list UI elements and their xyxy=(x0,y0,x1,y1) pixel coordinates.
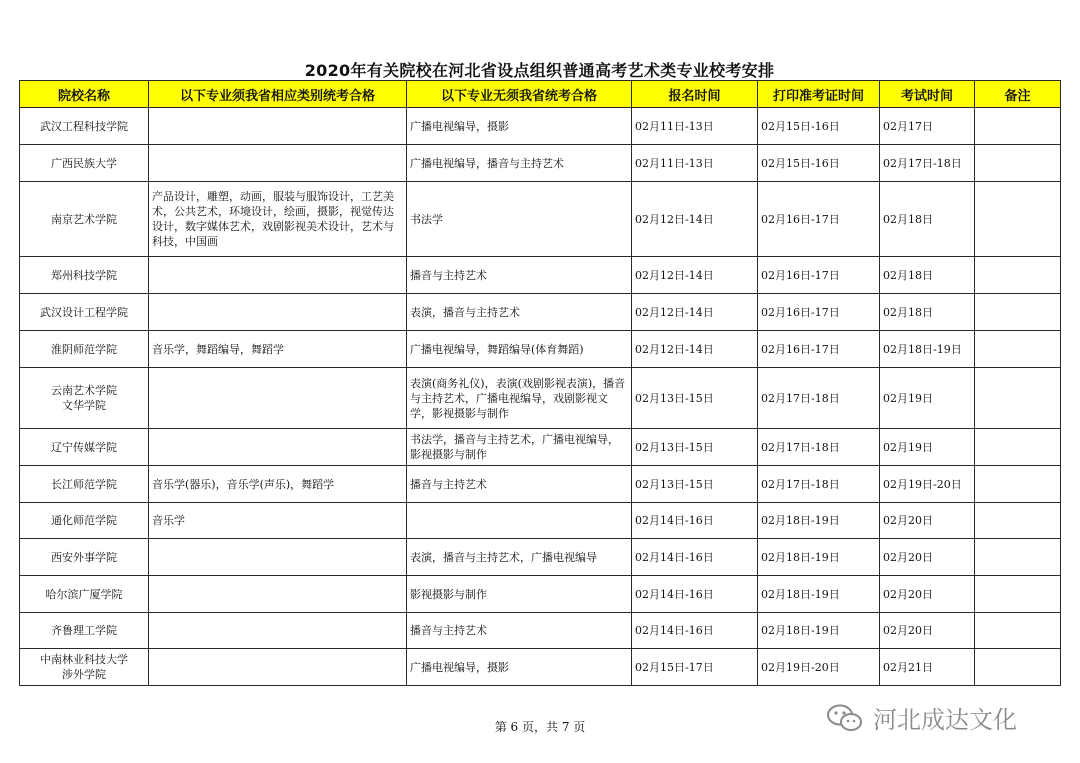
cell-register-time: 02月13日-15日 xyxy=(632,429,758,466)
cell-req-unified xyxy=(149,649,407,686)
cell-school: 齐鲁理工学院 xyxy=(20,613,149,649)
cell-register-time: 02月11日-13日 xyxy=(632,108,758,145)
cell-print-time: 02月16日-17日 xyxy=(758,331,880,368)
table-row xyxy=(20,368,1061,429)
cell-register-time: 02月12日-14日 xyxy=(632,257,758,294)
table-row xyxy=(20,613,1061,649)
cell-no-unified: 广播电视编导，摄影 xyxy=(407,649,632,686)
table-row xyxy=(20,108,1061,145)
cell-no-unified: 书法学，播音与主持艺术，广播电视编导，影视摄影与制作 xyxy=(407,429,632,466)
table-row xyxy=(20,145,1061,182)
table-row xyxy=(20,576,1061,613)
table-body xyxy=(20,108,1061,686)
cell-notes xyxy=(975,145,1061,182)
table-row xyxy=(20,182,1061,257)
cell-school: 哈尔滨广厦学院 xyxy=(20,576,149,613)
cell-exam-time: 02月17日-18日 xyxy=(880,145,975,182)
cell-register-time: 02月12日-14日 xyxy=(632,331,758,368)
cell-register-time: 02月13日-15日 xyxy=(632,466,758,503)
cell-print-time: 02月17日-18日 xyxy=(758,466,880,503)
cell-notes xyxy=(975,331,1061,368)
cell-notes xyxy=(975,182,1061,257)
header-exam-time: 考试时间 xyxy=(880,81,975,108)
page-footer: 第 6 页，共 7 页 xyxy=(494,720,586,734)
header-no-unified: 以下专业无须我省统考合格 xyxy=(407,81,632,108)
header-register-time: 报名时间 xyxy=(632,81,758,108)
cell-notes xyxy=(975,539,1061,576)
cell-print-time: 02月17日-18日 xyxy=(758,368,880,429)
cell-req-unified xyxy=(149,368,407,429)
cell-exam-time: 02月19日 xyxy=(880,429,975,466)
cell-register-time: 02月14日-16日 xyxy=(632,576,758,613)
cell-exam-time: 02月19日 xyxy=(880,368,975,429)
watermark xyxy=(825,700,1017,735)
cell-req-unified: 音乐学(器乐)，音乐学(声乐)，舞蹈学 xyxy=(149,466,407,503)
cell-register-time: 02月15日-17日 xyxy=(632,649,758,686)
header-print-time: 打印准考证时间 xyxy=(758,81,880,108)
cell-exam-time: 02月18日 xyxy=(880,182,975,257)
cell-notes xyxy=(975,466,1061,503)
cell-print-time: 02月16日-17日 xyxy=(758,294,880,331)
cell-exam-time: 02月17日 xyxy=(880,108,975,145)
cell-notes xyxy=(975,429,1061,466)
table-row xyxy=(20,257,1061,294)
cell-req-unified xyxy=(149,613,407,649)
header-notes: 备注 xyxy=(975,81,1061,108)
cell-register-time: 02月12日-14日 xyxy=(632,294,758,331)
cell-register-time: 02月13日-15日 xyxy=(632,368,758,429)
cell-exam-time: 02月19日-20日 xyxy=(880,466,975,503)
cell-school: 南京艺术学院 xyxy=(20,182,149,257)
wechat-icon xyxy=(825,703,865,733)
cell-school: 通化师范学院 xyxy=(20,503,149,539)
cell-school: 云南艺术学院 文华学院 xyxy=(20,368,149,429)
cell-req-unified xyxy=(149,108,407,145)
cell-no-unified: 影视摄影与制作 xyxy=(407,576,632,613)
table-row xyxy=(20,466,1061,503)
cell-print-time: 02月15日-16日 xyxy=(758,108,880,145)
cell-no-unified: 广播电视编导，摄影 xyxy=(407,108,632,145)
cell-req-unified xyxy=(149,145,407,182)
cell-print-time: 02月16日-17日 xyxy=(758,257,880,294)
cell-school: 中南林业科技大学 涉外学院 xyxy=(20,649,149,686)
cell-exam-time: 02月20日 xyxy=(880,503,975,539)
cell-register-time: 02月14日-16日 xyxy=(632,503,758,539)
cell-notes xyxy=(975,257,1061,294)
cell-exam-time: 02月21日 xyxy=(880,649,975,686)
cell-req-unified: 音乐学 xyxy=(149,503,407,539)
cell-school: 西安外事学院 xyxy=(20,539,149,576)
cell-print-time: 02月19日-20日 xyxy=(758,649,880,686)
table-row xyxy=(20,429,1061,466)
cell-notes xyxy=(975,368,1061,429)
cell-school: 武汉设计工程学院 xyxy=(20,294,149,331)
cell-print-time: 02月18日-19日 xyxy=(758,503,880,539)
cell-no-unified: 书法学 xyxy=(407,182,632,257)
cell-exam-time: 02月18日-19日 xyxy=(880,331,975,368)
cell-no-unified: 播音与主持艺术 xyxy=(407,466,632,503)
cell-register-time: 02月12日-14日 xyxy=(632,182,758,257)
watermark-text: 河北成达文化 xyxy=(873,706,1017,734)
cell-register-time: 02月14日-16日 xyxy=(632,539,758,576)
cell-notes xyxy=(975,576,1061,613)
cell-school: 淮阴师范学院 xyxy=(20,331,149,368)
cell-req-unified xyxy=(149,294,407,331)
page-title: 2020年有关院校在河北省设点组织普通高考艺术类专业校考安排 xyxy=(304,61,775,80)
cell-register-time: 02月11日-13日 xyxy=(632,145,758,182)
cell-exam-time: 02月18日 xyxy=(880,257,975,294)
cell-register-time: 02月14日-16日 xyxy=(632,613,758,649)
cell-exam-time: 02月20日 xyxy=(880,613,975,649)
cell-school: 郑州科技学院 xyxy=(20,257,149,294)
cell-notes xyxy=(975,649,1061,686)
cell-school: 广西民族大学 xyxy=(20,145,149,182)
cell-no-unified: 表演，播音与主持艺术 xyxy=(407,294,632,331)
table-row xyxy=(20,331,1061,368)
cell-notes xyxy=(975,108,1061,145)
table-row xyxy=(20,539,1061,576)
header-req-unified: 以下专业须我省相应类别统考合格 xyxy=(149,81,407,108)
cell-school: 辽宁传媒学院 xyxy=(20,429,149,466)
cell-exam-time: 02月18日 xyxy=(880,294,975,331)
cell-no-unified: 播音与主持艺术 xyxy=(407,613,632,649)
cell-print-time: 02月16日-17日 xyxy=(758,182,880,257)
cell-print-time: 02月18日-19日 xyxy=(758,576,880,613)
cell-print-time: 02月15日-16日 xyxy=(758,145,880,182)
cell-exam-time: 02月20日 xyxy=(880,539,975,576)
cell-req-unified: 产品设计，雕塑，动画，服装与服饰设计，工艺美术，公共艺术，环境设计，绘画，摄影，视觉传达设计，数字媒体艺术，戏剧影视美术设计，艺术与科技，中国画 xyxy=(149,182,407,257)
cell-req-unified xyxy=(149,257,407,294)
cell-print-time: 02月17日-18日 xyxy=(758,429,880,466)
header-school: 院校名称 xyxy=(20,81,149,108)
cell-no-unified: 表演，播音与主持艺术，广播电视编导 xyxy=(407,539,632,576)
cell-notes xyxy=(975,613,1061,649)
cell-school: 武汉工程科技学院 xyxy=(20,108,149,145)
cell-req-unified xyxy=(149,539,407,576)
cell-school: 长江师范学院 xyxy=(20,466,149,503)
cell-req-unified xyxy=(149,429,407,466)
cell-req-unified xyxy=(149,576,407,613)
cell-no-unified: 广播电视编导，舞蹈编导(体育舞蹈) xyxy=(407,331,632,368)
table-row xyxy=(20,294,1061,331)
schedule-table xyxy=(19,80,1061,686)
cell-print-time: 02月18日-19日 xyxy=(758,613,880,649)
cell-no-unified: 表演(商务礼仪)，表演(戏剧影视表演)，播音与主持艺术，广播电视编导，戏剧影视文学，影视摄影与制作 xyxy=(407,368,632,429)
cell-notes xyxy=(975,503,1061,539)
cell-exam-time: 02月20日 xyxy=(880,576,975,613)
cell-print-time: 02月18日-19日 xyxy=(758,539,880,576)
header-row xyxy=(20,81,1061,108)
cell-no-unified xyxy=(407,503,632,539)
table-row xyxy=(20,649,1061,686)
cell-req-unified: 音乐学，舞蹈编导，舞蹈学 xyxy=(149,331,407,368)
cell-notes xyxy=(975,294,1061,331)
table-row xyxy=(20,503,1061,539)
cell-no-unified: 广播电视编导，播音与主持艺术 xyxy=(407,145,632,182)
cell-no-unified: 播音与主持艺术 xyxy=(407,257,632,294)
